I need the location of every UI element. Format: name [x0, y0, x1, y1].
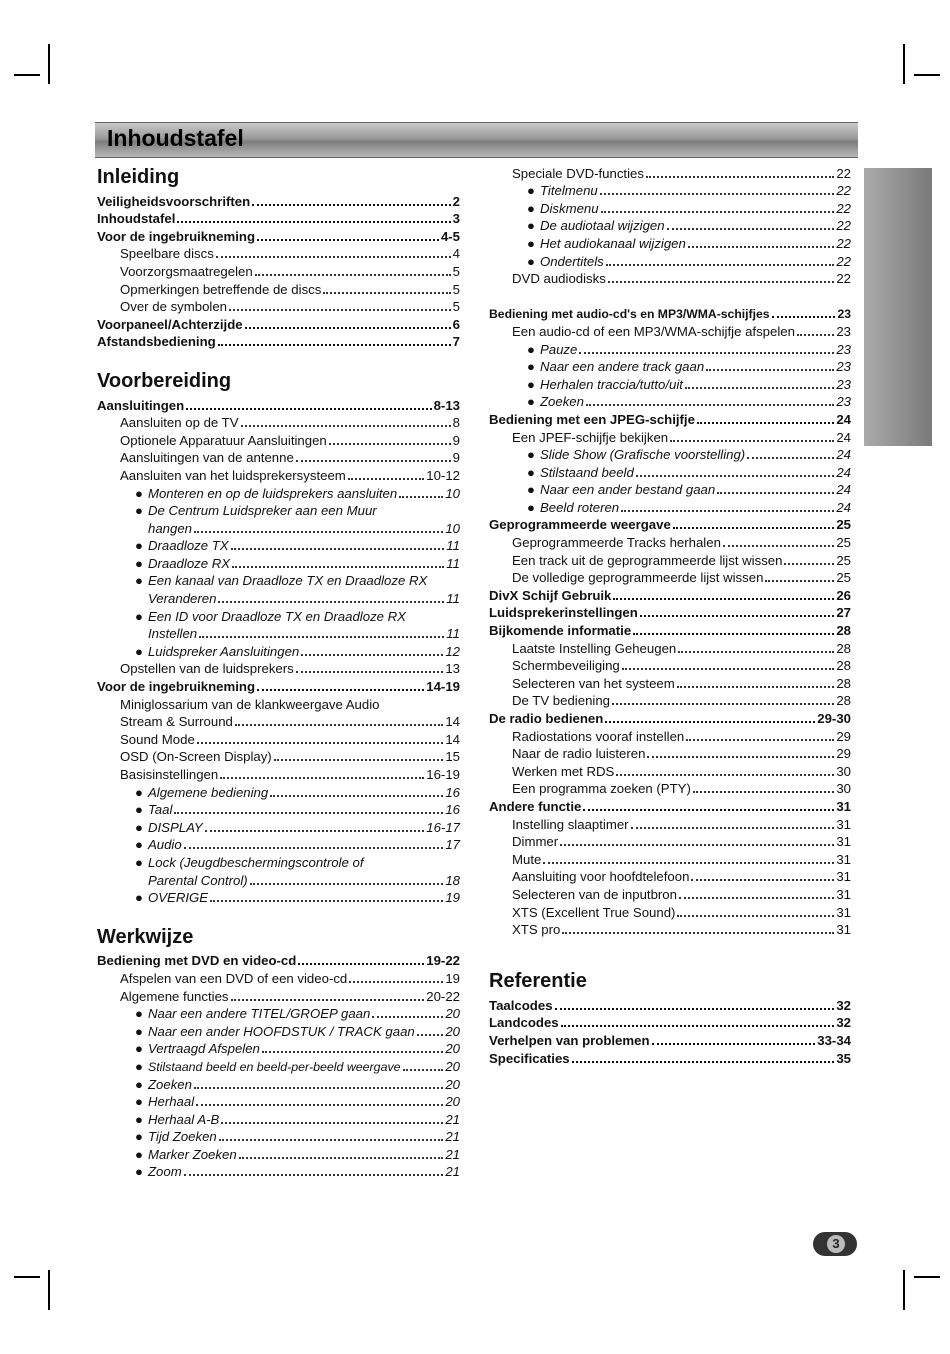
toc-entry[interactable]: ● Ondertitels 22 — [527, 253, 851, 269]
crop-mark — [14, 1276, 40, 1278]
toc-entry[interactable]: Luidsprekerinstellingen 27 — [489, 605, 851, 621]
toc-entry[interactable]: Een audio-cd of een MP3/WMA-schijfje afspelen 23 — [512, 323, 851, 339]
toc-entry[interactable]: Geprogrammeerde weergave 25 — [489, 517, 851, 533]
toc-entry[interactable]: De radio bedienen 29-30 — [489, 711, 851, 726]
toc-entry[interactable]: ● Slide Show (Grafische voorstelling) 24 — [527, 447, 851, 463]
toc-entry[interactable]: ● Naar een ander HOOFDSTUK / TRACK gaan 20 — [135, 1023, 460, 1039]
toc-entry[interactable]: Optionele Apparatuur Aansluitingen 9 — [120, 432, 460, 448]
crop-mark — [914, 1276, 940, 1278]
toc-entry[interactable]: XTS (Excellent True Sound) 31 — [512, 904, 851, 920]
toc-entry[interactable]: ● Een ID voor Draadloze TX en Draadloze RX — [135, 608, 406, 624]
section-title-werkwijze: Werkwijze — [97, 925, 194, 948]
toc-entry[interactable]: Instellen 11 — [148, 626, 460, 642]
toc-entry[interactable]: ● Stilstaand beeld en beeld-per-beeld weergave 20 — [135, 1058, 460, 1074]
toc-entry[interactable]: Sound Mode 14 — [120, 731, 460, 747]
toc-entry[interactable]: ● Luidspreker Aansluitingen 12 — [135, 643, 460, 659]
toc-entry[interactable]: ● Het audiokanaal wijzigen 22 — [527, 235, 851, 251]
toc-right-column — [489, 164, 851, 1067]
toc-entry[interactable]: Instelling slaaptimer 31 — [512, 816, 851, 832]
toc-entry[interactable]: Aansluiting voor hoofdtelefoon 31 — [512, 869, 851, 885]
toc-entry[interactable]: hangen 10 — [148, 520, 460, 536]
toc-entry[interactable]: ● DISPLAY 16-17 — [135, 819, 460, 835]
toc-entry[interactable]: ● Vertraagd Afspelen 20 — [135, 1041, 460, 1057]
toc-entry[interactable]: Speelbare discs 4 — [120, 246, 460, 262]
toc-entry[interactable]: ● Zoeken 23 — [527, 394, 851, 410]
toc-entry[interactable]: ● Draadloze RX 11 — [135, 555, 460, 571]
toc-entry[interactable]: Afspelen van een DVD of een video-cd 19 — [120, 970, 460, 986]
toc-entry[interactable]: Een JPEF-schijfje bekijken 24 — [512, 429, 851, 445]
toc-entry[interactable]: ● Audio 17 — [135, 837, 460, 853]
toc-entry[interactable]: ● Titelmenu 22 — [527, 183, 851, 199]
toc-entry[interactable]: Laatste Instelling Geheugen 28 — [512, 640, 851, 656]
toc-entry[interactable]: Veiligheidsvoorschriften 2 — [97, 193, 460, 209]
toc-entry[interactable]: ● Herhaal A-B 21 — [135, 1111, 460, 1127]
toc-entry[interactable]: Verhelpen van problemen 33-34 — [489, 1032, 851, 1048]
toc-entry[interactable]: Stream & Surround 14 — [120, 714, 460, 730]
toc-entry[interactable]: Bediening met audio-cd's en MP3/WMA-schijfjes 23 — [489, 307, 851, 322]
toc-entry[interactable]: Selecteren van de inputbron 31 — [512, 886, 851, 902]
toc-entry[interactable]: ● Algemene bediening 16 — [135, 784, 460, 800]
toc-entry[interactable]: Mute 31 — [512, 851, 851, 867]
toc-entry[interactable]: Geprogrammeerde Tracks herhalen 25 — [512, 535, 851, 551]
header-bar — [95, 122, 858, 158]
toc-entry[interactable]: ● Draadloze TX 11 — [135, 538, 460, 554]
toc-entry[interactable]: Over de symbolen 5 — [120, 299, 460, 315]
toc-entry[interactable]: Opmerkingen betreffende de discs 5 — [120, 281, 460, 297]
toc-entry[interactable]: ● Lock (Jeugdbeschermingscontrole of — [135, 854, 364, 870]
toc-entry[interactable]: XTS pro 31 — [512, 922, 851, 938]
toc-entry[interactable]: ● De audiotaal wijzigen 22 — [527, 218, 851, 234]
side-tab-decoration — [864, 168, 932, 446]
toc-entry[interactable]: ● Monteren en op de luidsprekers aansluiten 10 — [135, 485, 460, 501]
toc-entry[interactable]: ● Herhalen traccia/tutto/uit 23 — [527, 376, 851, 392]
toc-entry[interactable]: Dimmer 31 — [512, 834, 851, 850]
toc-entry[interactable]: ● Een kanaal van Draadloze TX en Draadloze RX — [135, 573, 428, 589]
toc-entry[interactable]: Speciale DVD-functies 22 — [512, 165, 851, 181]
crop-mark — [48, 44, 50, 84]
toc-entry[interactable]: ● Marker Zoeken 21 — [135, 1146, 460, 1162]
toc-entry[interactable]: Landcodes 32 — [489, 1015, 851, 1031]
toc-entry[interactable]: Radiostations vooraf instellen 29 — [512, 728, 851, 744]
toc-entry[interactable]: Algemene functies 20-22 — [120, 988, 460, 1004]
page-number-badge — [813, 1232, 857, 1256]
toc-entry[interactable]: Voor de ingebruikneming 14-19 — [97, 679, 460, 695]
toc-entry[interactable]: Voorpaneel/Achterzijde 6 — [97, 316, 460, 332]
toc-entry[interactable]: ● Herhaal 20 — [135, 1094, 460, 1110]
toc-entry[interactable]: Naar de radio luisteren 29 — [512, 746, 851, 762]
toc-entry[interactable]: Schermbeveiliging 28 — [512, 658, 851, 674]
section-title-voorbereiding: Voorbereiding — [97, 369, 232, 392]
toc-entry[interactable]: Een programma zoeken (PTY) 30 — [512, 781, 851, 797]
toc-entry[interactable]: ● Zoom 21 — [135, 1164, 460, 1180]
toc-entry[interactable]: Voorzorgsmaatregelen 5 — [120, 263, 460, 279]
toc-entry[interactable]: OSD (On-Screen Display) 15 — [120, 749, 460, 765]
toc-entry[interactable]: DivX Schijf Gebruik 26 — [489, 587, 851, 603]
crop-mark — [903, 44, 905, 84]
toc-entry[interactable]: Aansluiten op de TV 8 — [120, 415, 460, 431]
toc-entry[interactable]: De volledige geprogrammeerde lijst wissen 25 — [512, 570, 851, 586]
toc-entry[interactable]: ● Pauze 23 — [527, 341, 851, 357]
toc-entry[interactable]: ● Naar een ander bestand gaan 24 — [527, 482, 851, 498]
toc-entry[interactable]: Taalcodes 32 — [489, 997, 851, 1013]
toc-entry[interactable]: Inhoudstafel 3 — [97, 211, 460, 227]
toc-entry[interactable]: Veranderen 11 — [148, 591, 460, 607]
toc-entry[interactable]: Bijkomende informatie 28 — [489, 623, 851, 639]
toc-entry[interactable]: Bediening met DVD en video-cd 19-22 — [97, 953, 460, 969]
toc-left-column — [97, 164, 460, 1180]
toc-entry[interactable]: Specificaties 35 — [489, 1050, 851, 1066]
toc-entry[interactable]: ● Beeld roteren 24 — [527, 499, 851, 515]
toc-entry[interactable]: Opstellen van de luidsprekers 13 — [120, 661, 460, 677]
toc-entry[interactable]: Andere functie 31 — [489, 798, 851, 814]
toc-entry[interactable]: Aansluiten van het luidsprekersysteem 10-12 — [120, 467, 460, 483]
toc-entry[interactable]: Een track uit de geprogrammeerde lijst wissen 25 — [512, 552, 851, 568]
crop-mark — [914, 74, 940, 76]
toc-entry[interactable]: Aansluitingen van de antenne 9 — [120, 450, 460, 466]
toc-entry[interactable]: ● De Centrum Luidspreker aan een Muur — [135, 503, 377, 519]
crop-mark — [14, 74, 40, 76]
toc-entry[interactable]: Aansluitingen 8-13 — [97, 397, 460, 413]
toc-entry[interactable]: Bediening met een JPEG-schijfje 24 — [489, 411, 851, 427]
toc-entry[interactable]: ● Stilstaand beeld 24 — [527, 464, 851, 480]
toc-entry[interactable]: Miniglossarium van de klankweergave Audio — [120, 696, 380, 712]
toc-entry[interactable]: ● Taal 16 — [135, 802, 460, 818]
toc-entry[interactable]: Voor de ingebruikneming 4-5 — [97, 228, 460, 244]
toc-entry[interactable]: Werken met RDS 30 — [512, 763, 851, 779]
toc-entry[interactable]: Parental Control) 18 — [148, 872, 460, 888]
toc-entry[interactable]: ● Tijd Zoeken 21 — [135, 1129, 460, 1145]
toc-entry[interactable]: De TV bediening 28 — [512, 693, 851, 709]
section-title-inleiding: Inleiding — [97, 166, 180, 188]
page-title: Inhoudstafel — [107, 125, 244, 151]
toc-entry[interactable]: ● Naar een andere track gaan 23 — [527, 359, 851, 375]
toc-entry[interactable]: DVD audiodisks 22 — [512, 271, 851, 287]
toc-entry[interactable]: ● Diskmenu 22 — [527, 200, 851, 216]
crop-mark — [48, 1270, 50, 1310]
toc-entry[interactable]: Selecteren van het systeem 28 — [512, 675, 851, 691]
toc-entry[interactable]: ● Zoeken 20 — [135, 1076, 460, 1092]
toc-entry[interactable]: ● Naar een andere TITEL/GROEP gaan 20 — [135, 1006, 460, 1022]
section-title-referentie: Referentie — [489, 970, 587, 993]
toc-entry[interactable]: Afstandsbediening 7 — [97, 334, 460, 350]
toc-entry[interactable]: ● OVERIGE 19 — [135, 890, 460, 906]
page-number: 3 — [827, 1235, 845, 1253]
toc-entry[interactable]: Basisinstellingen 16-19 — [120, 767, 460, 782]
crop-mark — [903, 1270, 905, 1310]
